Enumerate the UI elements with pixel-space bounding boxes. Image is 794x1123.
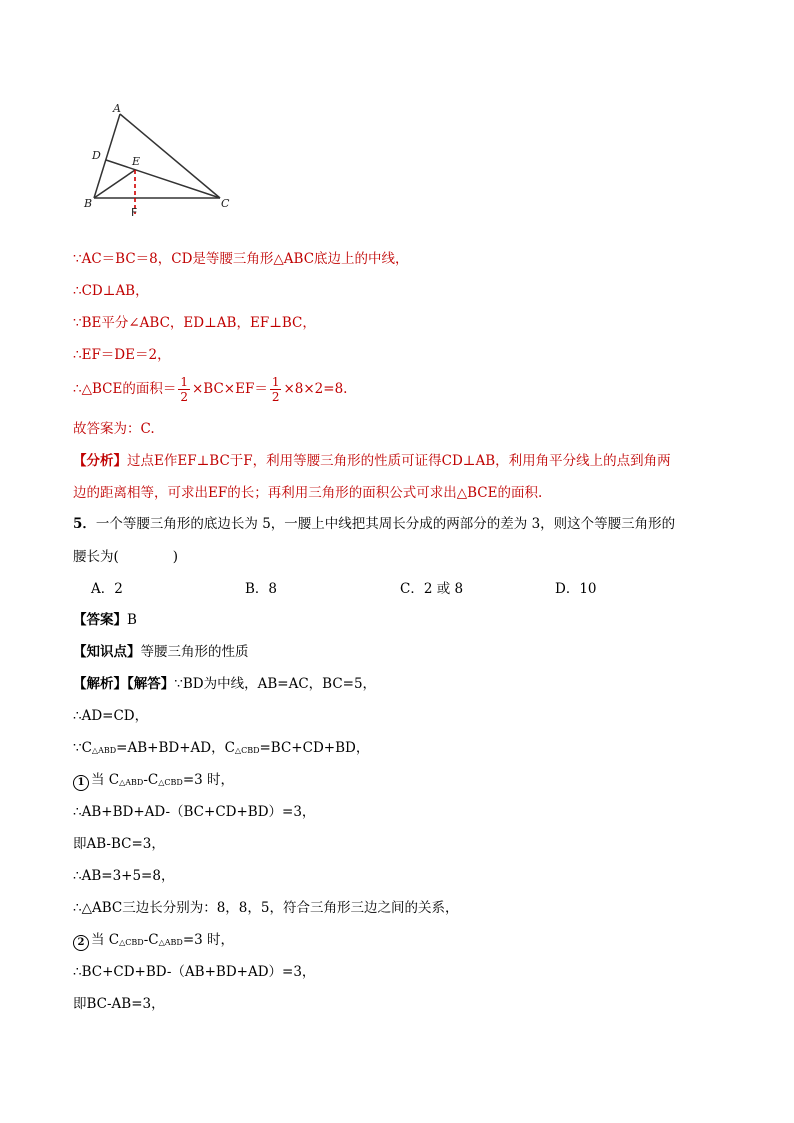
question-5-line-1: 5．一个等腰三角形的底边长为 5，一腰上中线把其周长分成的两部分的差为 3，则这个等腰三角形的 (73, 516, 676, 532)
option-b: B．8 (245, 581, 278, 597)
question-5-line-2: 腰长为( ) (73, 549, 179, 565)
label-d: D (92, 149, 101, 162)
analysis-answer-line-6: 即AB-BC=3， (73, 836, 165, 852)
analysis-answer-line-1: 【解析】【解答】∵BD为中线，AB=AC，BC=5， (73, 676, 377, 692)
analysis-answer-line-11: 即BC-AB=3， (73, 996, 165, 1012)
question-number: 5． (73, 516, 96, 532)
analysis-line-1: 【分析】过点E作EF⊥BC于F，利用等腰三角形的性质可证得CD⊥AB，利用角平分线上的点到角两 (73, 453, 671, 469)
label-a: A (113, 102, 121, 115)
knowledge-line: 【知识点】等腰三角形的性质 (73, 644, 249, 660)
segment-be (94, 170, 135, 198)
case-2-marker: 2 (73, 935, 89, 951)
answer-tag: 【答案】 (73, 612, 127, 628)
answer-value: B (127, 612, 137, 628)
option-d: D．10 (555, 581, 597, 597)
answer-line (73, 611, 137, 629)
analysis-answer-line-5: ∴AB+BD+AD-（BC+CD+BD）=3， (73, 804, 316, 820)
area-text-a: ∴△BCE的面积＝ (73, 381, 177, 397)
area-text-c: ×8×2=8. (283, 381, 348, 397)
label-e: E (132, 155, 141, 168)
analysis-answer-line-9: 2 当 C△CBD-C△ABD=3 时， (73, 931, 234, 952)
analysis-tag: 【分析】 (73, 453, 127, 469)
solution-line-2: ∴CD⊥AB， (73, 283, 149, 299)
solution-line-3: ∵BE平分∠ABC，ED⊥AB，EF⊥BC， (73, 315, 316, 331)
analysis-answer-line-2: ∴AD=CD， (73, 708, 149, 724)
triangle-figure (80, 102, 240, 222)
analysis-answer-line-4: 1 当 C△ABD-C△CBD=3 时， (73, 771, 234, 792)
label-b: B (84, 197, 93, 210)
analysis-line-2: 边的距离相等，可求出EF的长；再利用三角形的面积公式可求出△BCE的面积. (73, 485, 543, 501)
analysis-answer-line-8: ∴△ABC三边长分别为：8，8，5，符合三角形三边之间的关系， (73, 900, 459, 916)
label-c: C (221, 197, 230, 210)
analysis-answer-line-3: ∵C△ABD=AB+BD+AD，C△CBD=BC+CD+BD， (73, 740, 370, 756)
analysis-answer-tag: 【解析】【解答】 (73, 676, 175, 692)
solution-answer-line: 故答案为：C. (73, 421, 155, 437)
case-1-marker: 1 (73, 775, 89, 791)
fraction-half-1: $\frac{1}{2}$ (180, 375, 188, 404)
solution-line-area (73, 374, 347, 404)
knowledge-tag: 【知识点】 (73, 644, 141, 660)
solution-line-1: ∵AC＝BC＝8，CD是等腰三角形△ABC底边上的中线， (73, 251, 409, 267)
option-a: A．2 (91, 581, 123, 597)
analysis-answer-line-10: ∴BC+CD+BD-（AB+BD+AD）=3， (73, 964, 316, 980)
option-c: C．2 或 8 (400, 581, 464, 597)
label-f: F (131, 206, 138, 219)
fraction-half-2: $\frac{1}{2}$ (271, 375, 280, 404)
analysis-answer-line-7: ∴AB=3+5=8， (73, 868, 175, 884)
solution-line-4: ∴EF＝DE＝2， (73, 347, 171, 363)
area-text-b: ×BC×EF＝ (191, 381, 268, 397)
